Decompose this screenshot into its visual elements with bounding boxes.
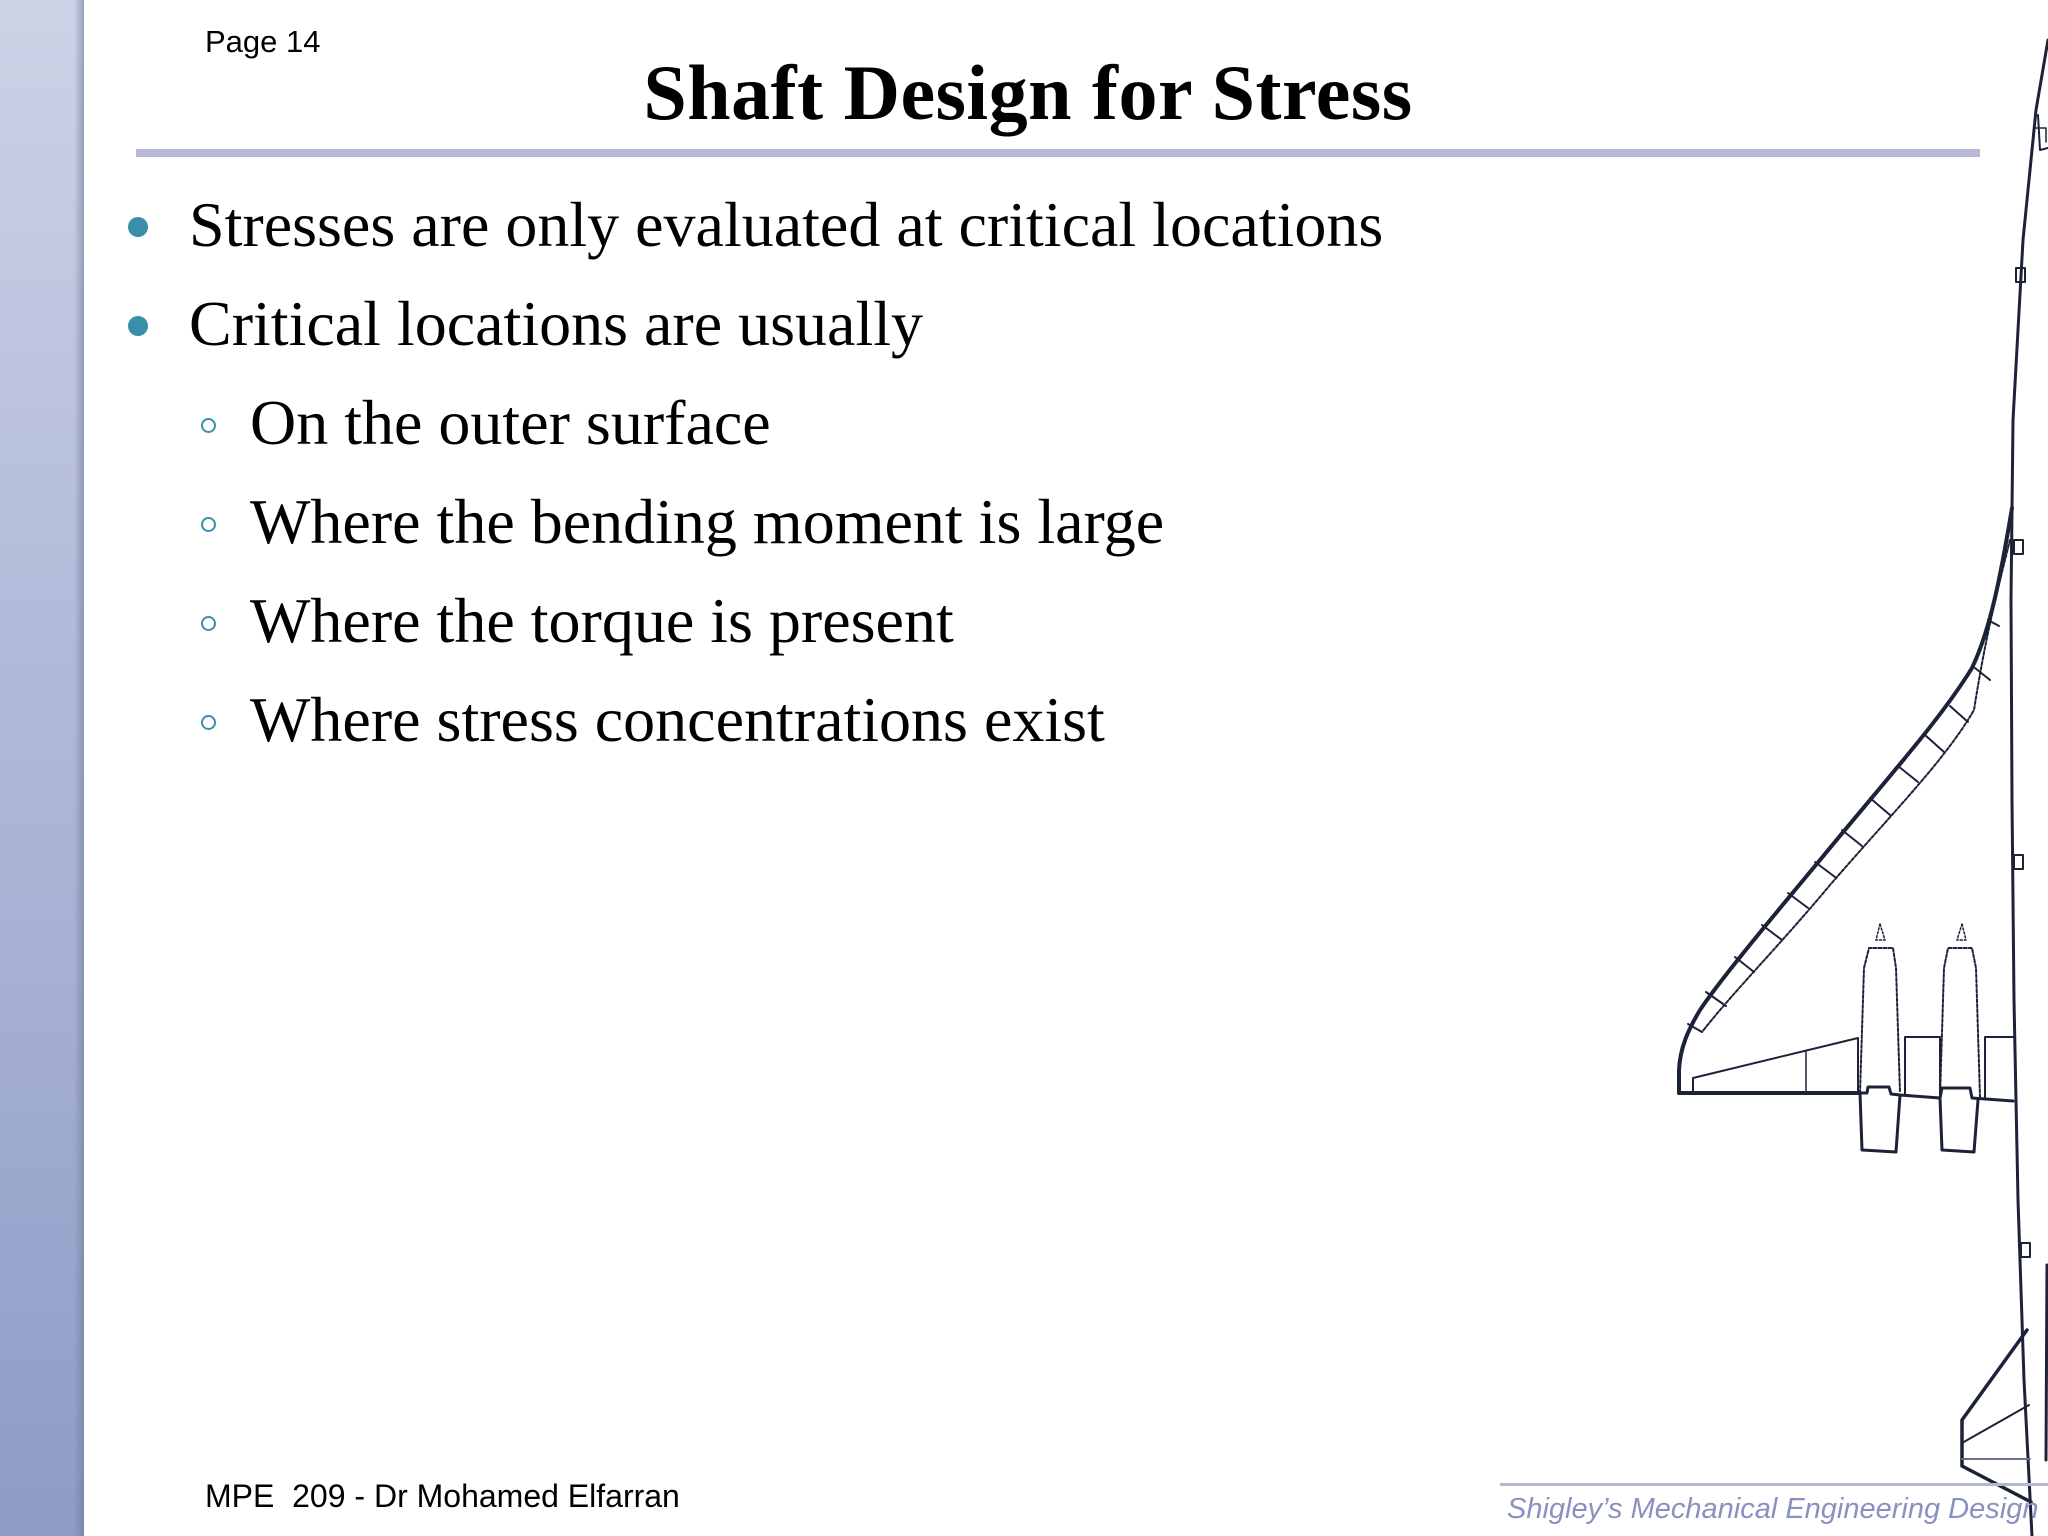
page-number: Page 14 — [205, 24, 321, 59]
sub-bullet-item: On the outer surface — [250, 387, 771, 458]
bullet-dot-icon — [128, 316, 148, 336]
slide-title: Shaft Design for Stress — [643, 49, 1413, 136]
footer-textbook-title: Shigley’s Mechanical Engineering Design — [1507, 1493, 2039, 1525]
left-decorative-band — [0, 0, 84, 1536]
sub-bullet-item: Where the torque is present — [250, 585, 954, 656]
bullet-item: Critical locations are usually — [189, 288, 923, 359]
left-band-shadow — [74, 0, 84, 1536]
bullet-ring-icon — [201, 517, 216, 532]
bullet-dot-icon — [128, 217, 148, 237]
bullet-ring-icon — [201, 715, 216, 730]
bullet-ring-icon — [201, 616, 216, 631]
footer-divider — [1500, 1483, 2048, 1486]
bullet-ring-icon — [201, 418, 216, 433]
title-divider — [136, 149, 1980, 157]
sub-bullet-item: Where stress concentrations exist — [250, 684, 1105, 755]
footer-course-instructor: MPE 209 - Dr Mohamed Elfarran — [205, 1478, 680, 1514]
bullet-item: Stresses are only evaluated at critical locations — [189, 189, 1384, 260]
sub-bullet-item: Where the bending moment is large — [250, 486, 1165, 557]
